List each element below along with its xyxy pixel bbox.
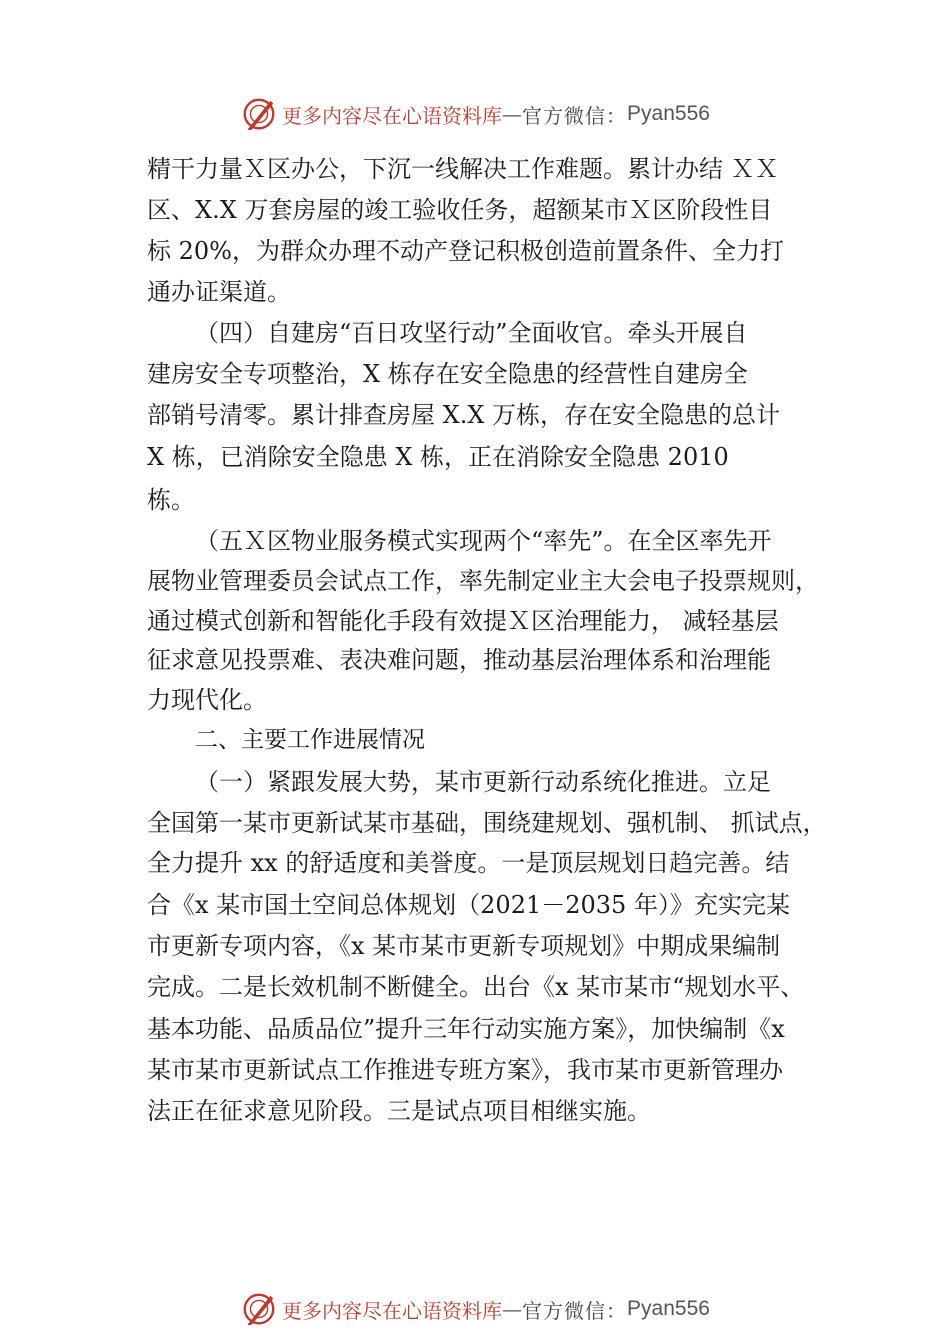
text-line: 展物业管理委员会试点工作，率先制定业主大会电子投票规则，	[147, 567, 819, 595]
section-heading: 二、主要工作进展情况	[195, 727, 425, 753]
pen-logo-icon	[240, 95, 278, 133]
text-line: 建房安全专项整治，X 栋存在安全隐患的经营性自建房全	[147, 360, 748, 388]
text-line: 栋。	[147, 486, 195, 514]
text-line: 市更新专项内容，《x 某市某市更新专项规划》中期成果编制	[147, 932, 781, 960]
header-banner	[0, 92, 950, 136]
text-line: 法正在征求意见阶段。三是试点项目相继实施。	[147, 1097, 651, 1125]
text-line: 标 20%，为群众办理不动产登记积极创造前置条件、全力打	[147, 237, 784, 265]
banner-wechat-id: Pyan556	[627, 102, 710, 125]
text-line: 通过模式创新和智能化手段有效提Ｘ区治理能力， 减轻基层	[147, 607, 779, 635]
banner-separator: —	[502, 1297, 523, 1321]
text-line: 完成。二是长效机制不断健全。出台《x 某市某市“规划水平、	[147, 973, 805, 1001]
text-line: （四）自建房“百日攻坚行动”全面收官。牵头开展自	[195, 319, 748, 347]
banner-wechat-label: 官方微信：	[522, 103, 628, 128]
footer-banner	[0, 1287, 950, 1331]
text-line: 通办证渠道。	[147, 278, 291, 306]
text-line: 精干力量Ｘ区办公，下沉一线解决工作难题。累计办结 ＸＸ	[147, 155, 779, 183]
text-line: 部销号清零。累计排查房屋 X.X 万栋，存在安全隐患的总计	[147, 401, 781, 429]
text-line: 基本功能、品质品位”提升三年行动实施方案》，加快编制《x	[147, 1015, 785, 1043]
banner-separator: —	[502, 102, 523, 126]
text-line: 合《x 某市国土空间总体规划（2021－2035 年）》充实完某	[147, 891, 790, 919]
banner-brand-text: 更多内容尽在心语资料库	[282, 1298, 503, 1323]
text-line: 全力提升 xx 的舒适度和美誉度。一是顶层规划日趋完善。结	[147, 849, 790, 877]
text-line: 征求意见投票难、表决难问题，推动基层治理体系和治理能	[147, 646, 771, 674]
text-line: X 栋，已消除安全隐患 X 栋，正在消除安全隐患 2010	[147, 443, 729, 471]
text-line: 全国第一某市更新试某市基础，围绕建规划、强机制、 抓试点，	[147, 809, 827, 837]
text-line: 力现代化。	[147, 686, 267, 714]
banner-wechat-id: Pyan556	[627, 1297, 710, 1320]
banner-brand-text: 更多内容尽在心语资料库	[282, 103, 503, 128]
text-line: （五Ｘ区物业服务模式实现两个“率先”。在全区率先开	[195, 527, 772, 555]
text-line: 某市某市更新试点工作推进专班方案》，我市某市更新管理办	[147, 1056, 783, 1084]
text-line: （一）紧跟发展大势，某市更新行动系统化推进。立足	[195, 768, 771, 796]
pen-logo-icon	[240, 1290, 278, 1328]
banner-wechat-label: 官方微信：	[522, 1298, 628, 1323]
text-line: 区、X.X 万套房屋的竣工验收任务，超额某市Ｘ区阶段性目	[147, 196, 773, 224]
